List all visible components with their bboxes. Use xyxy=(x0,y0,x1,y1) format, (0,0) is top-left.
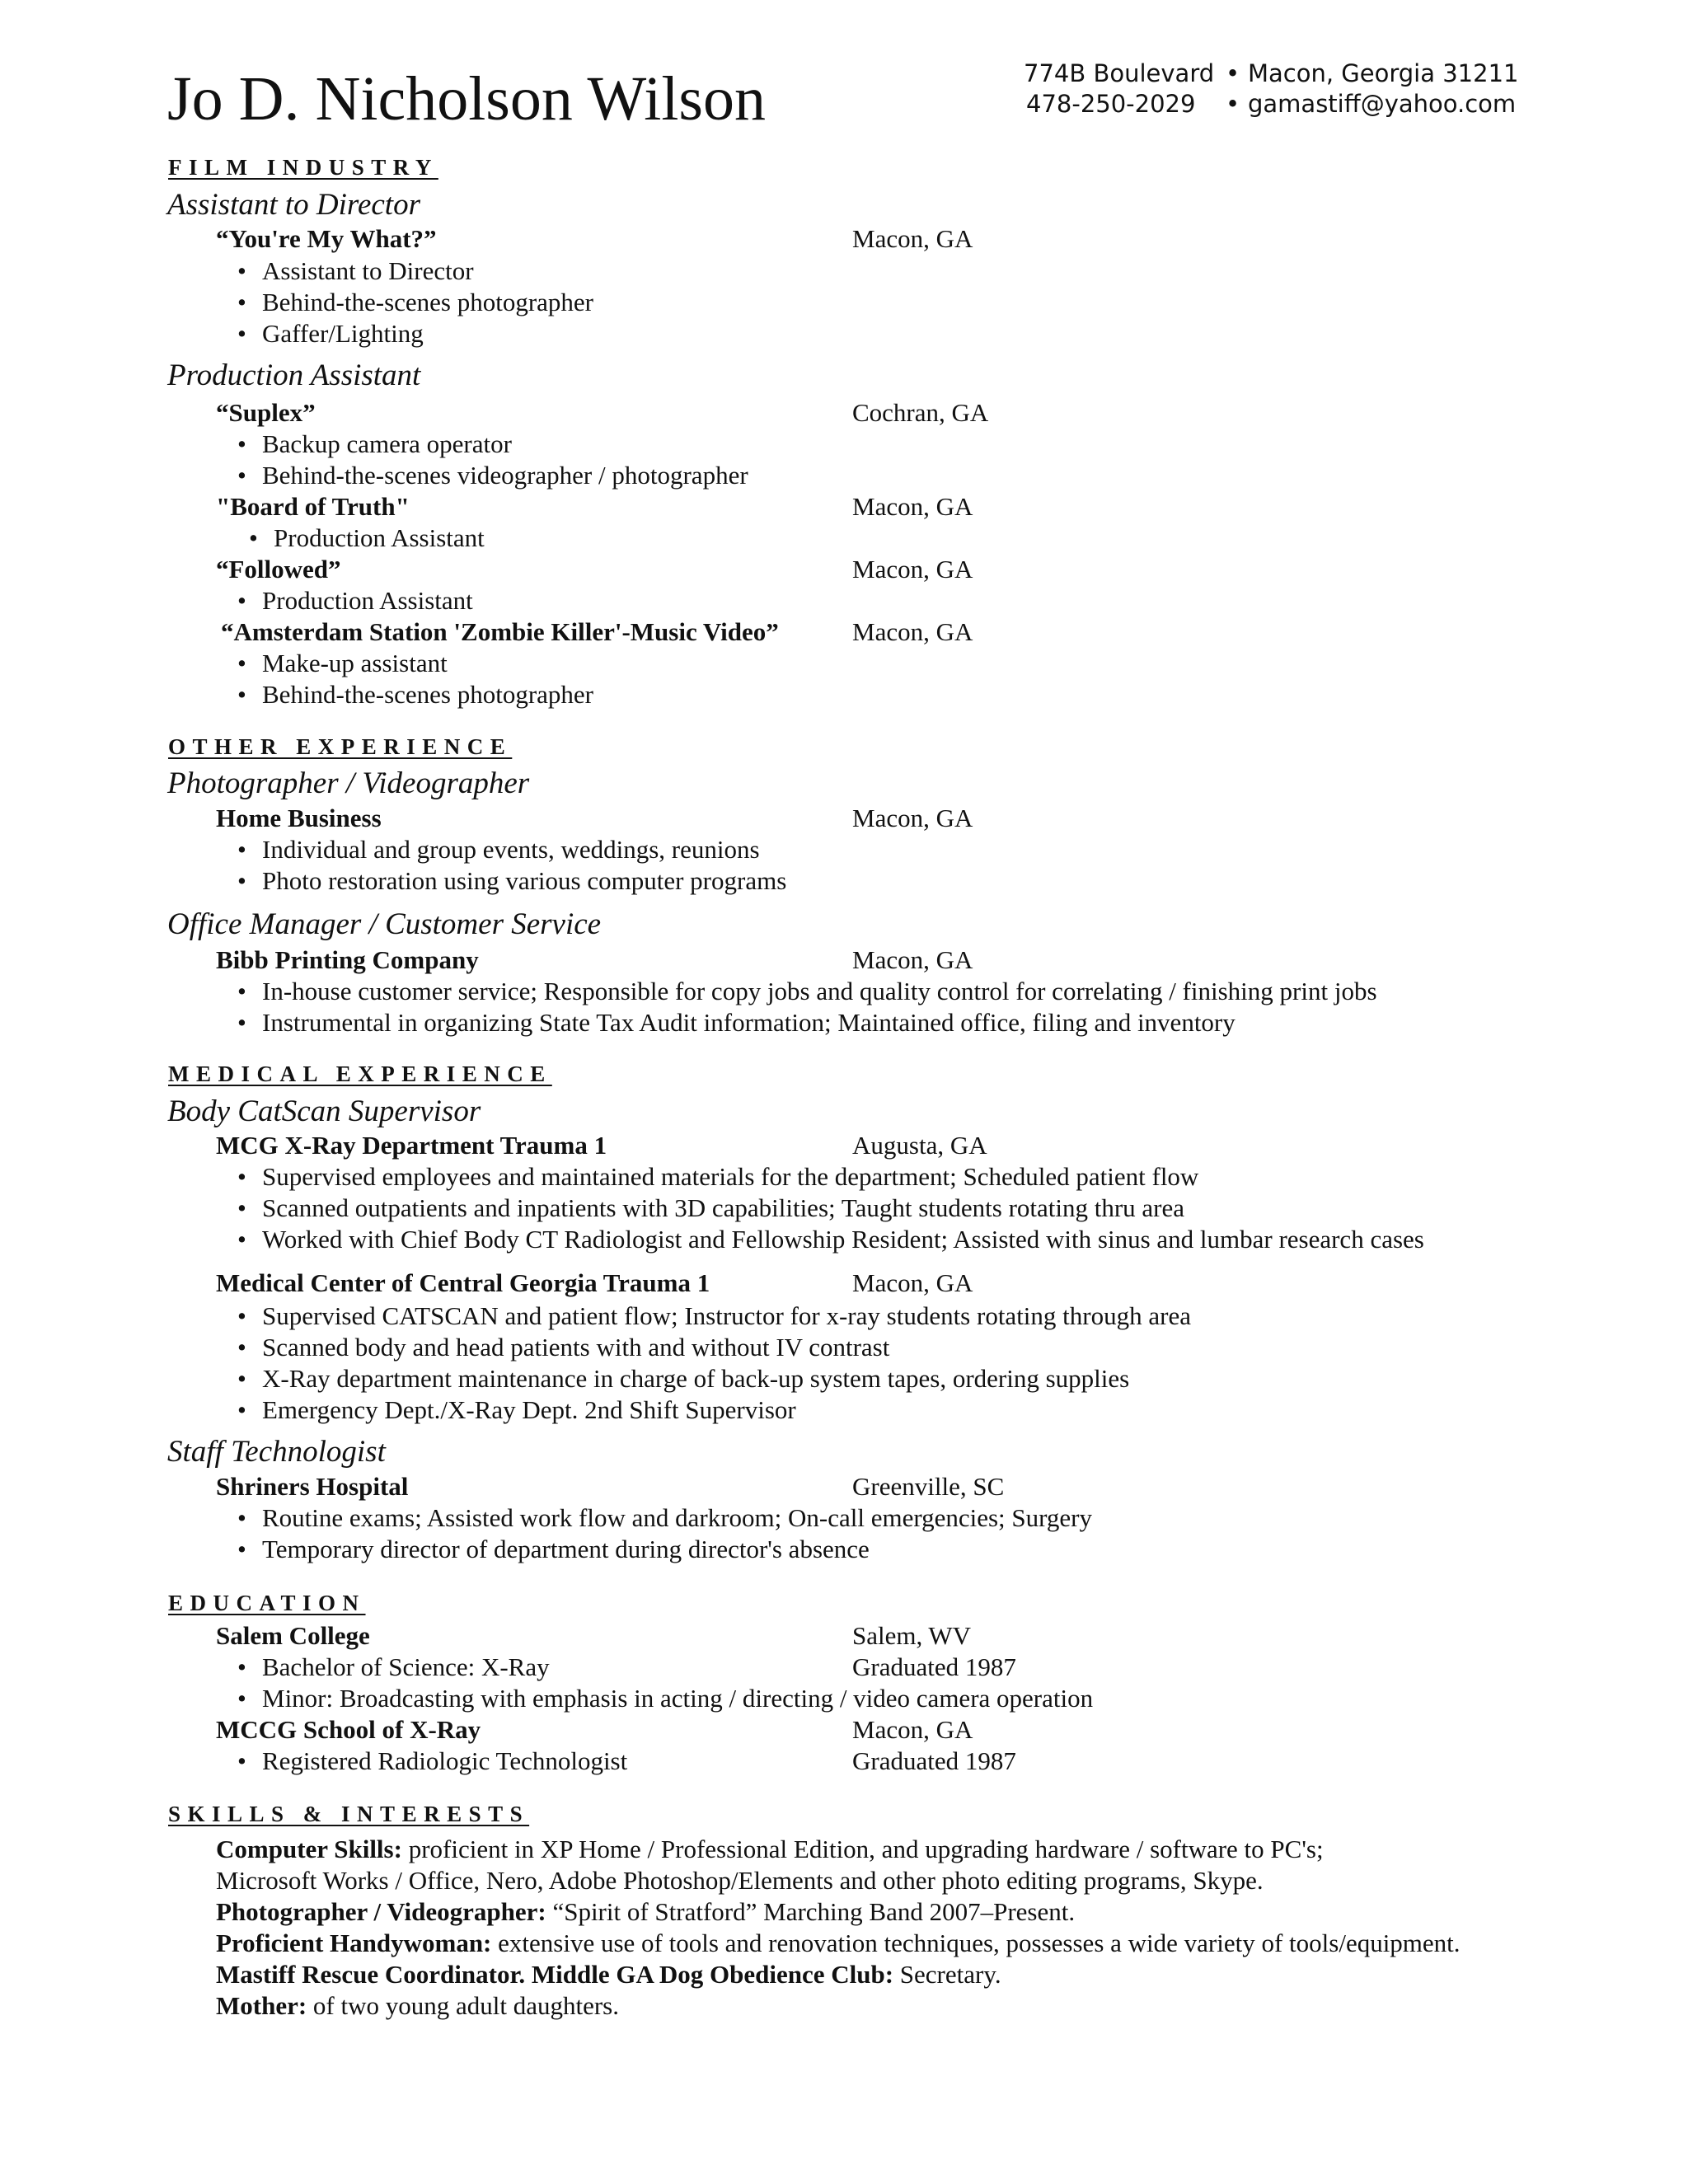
skill-computer: Computer Skills: proficient in XP Home / Professional Edition, and upgrading hardware / software to PC's; xyxy=(216,1835,1324,1863)
skill-handywoman: Proficient Handywoman: extensive use of tools and renovation techniques, possesses a wide variety of tools/equipment. xyxy=(216,1929,1461,1957)
employer-name: Medical Center of Central Georgia Trauma 1 xyxy=(216,1268,710,1297)
candidate-name: Jo D. Nicholson Wilson xyxy=(167,64,767,134)
graduation-year: Graduated 1987 xyxy=(852,1746,1016,1775)
role-title: Assistant to Director xyxy=(167,188,420,222)
school-location: Salem, WV xyxy=(852,1621,972,1650)
bullet-item: • Production Assistant xyxy=(249,523,485,552)
employer-location: Macon, GA xyxy=(852,1268,973,1297)
school-name: Salem College xyxy=(216,1621,370,1650)
bullet-item: • Behind-the-scenes photographer xyxy=(237,288,594,316)
bullet-item: • Bachelor of Science: X-Ray xyxy=(237,1652,550,1681)
bullet-item: • Individual and group events, weddings, reunions xyxy=(237,835,760,864)
separator-dot: • xyxy=(1226,59,1240,87)
section-heading-film: FILM INDUSTRY xyxy=(168,155,438,180)
bullet-item: • Emergency Dept./X-Ray Dept. 2nd Shift Supervisor xyxy=(237,1395,796,1424)
bullet-item: • Assistant to Director xyxy=(237,256,474,285)
bullet-item: • Photo restoration using various computer programs xyxy=(237,866,787,895)
school-name: MCCG School of X-Ray xyxy=(216,1715,481,1744)
employer-location: Greenville, SC xyxy=(852,1472,1005,1501)
project-location: Macon, GA xyxy=(852,555,973,583)
bullet-item: • Production Assistant xyxy=(237,586,473,615)
project-location: Cochran, GA xyxy=(852,398,989,427)
bullet-item: • Temporary director of department during director's absence xyxy=(237,1535,870,1563)
bullet-item: • Minor: Broadcasting with emphasis in acting / directing / video camera operation xyxy=(237,1684,1094,1713)
bullet-item: • Supervised CATSCAN and patient flow; Instructor for x-ray students rotating through area xyxy=(237,1301,1191,1330)
section-heading-medical: MEDICAL EXPERIENCE xyxy=(168,1062,552,1086)
section-heading-other: OTHER EXPERIENCE xyxy=(168,734,513,759)
bullet-item: • Routine exams; Assisted work flow and darkroom; On-call emergencies; Surgery xyxy=(237,1503,1093,1532)
skill-photographer: Photographer / Videographer: “Spirit of Stratford” Marching Band 2007–Present. xyxy=(216,1897,1076,1926)
bullet-item: • Make-up assistant xyxy=(237,649,448,677)
bullet-item: • Behind-the-scenes videographer / photographer xyxy=(237,461,748,490)
role-title: Staff Technologist xyxy=(167,1435,386,1469)
employer-name: Home Business xyxy=(216,804,382,832)
address-street: 774B Boulevard xyxy=(1024,59,1215,87)
skill-mastiff-rescue: Mastiff Rescue Coordinator. Middle GA Dog Obedience Club: Secretary. xyxy=(216,1960,1001,1989)
employer-name: Bibb Printing Company xyxy=(216,945,479,974)
role-title: Office Manager / Customer Service xyxy=(167,907,602,941)
bullet-item: • Instrumental in organizing State Tax Audit information; Maintained office, filing and inventory xyxy=(237,1008,1236,1037)
project-title: “Followed” xyxy=(216,555,341,583)
project-location: Macon, GA xyxy=(852,224,973,253)
bullet-item: • X-Ray department maintenance in charge of back-up system tapes, ordering supplies xyxy=(237,1364,1130,1393)
project-title: “Amsterdam Station 'Zombie Killer'-Music Video” xyxy=(221,617,779,646)
bullet-item: • Behind-the-scenes photographer xyxy=(237,680,594,709)
section-heading-skills: SKILLS & INTERESTS xyxy=(168,1802,530,1826)
role-title: Production Assistant xyxy=(167,359,421,392)
employer-location: Macon, GA xyxy=(852,804,973,832)
email-address: gamastiff@yahoo.com xyxy=(1248,90,1517,118)
project-title: "Board of Truth" xyxy=(216,492,410,521)
bullet-item: • Registered Radiologic Technologist xyxy=(237,1746,628,1775)
school-location: Macon, GA xyxy=(852,1715,973,1744)
bullet-item: • Scanned outpatients and inpatients with 3D capabilities; Taught students rotating thru area xyxy=(237,1193,1185,1222)
bullet-item: • Gaffer/Lighting xyxy=(237,319,424,348)
address-city: Macon, Georgia 31211 xyxy=(1248,59,1519,87)
bullet-item: • Scanned body and head patients with and without IV contrast xyxy=(237,1333,890,1361)
project-title: “Suplex” xyxy=(216,398,316,427)
skill-mother: Mother: of two young adult daughters. xyxy=(216,1991,619,2020)
phone-number: 478-250-2029 xyxy=(1026,90,1196,118)
bullet-item: • Backup camera operator xyxy=(237,429,512,458)
project-location: Macon, GA xyxy=(852,492,973,521)
employer-location: Macon, GA xyxy=(852,945,973,974)
employer-location: Augusta, GA xyxy=(852,1131,987,1160)
employer-name: MCG X-Ray Department Trauma 1 xyxy=(216,1131,607,1160)
project-title: “You're My What?” xyxy=(216,224,437,253)
role-title: Photographer / Videographer xyxy=(167,766,530,800)
graduation-year: Graduated 1987 xyxy=(852,1652,1016,1681)
project-location: Macon, GA xyxy=(852,617,973,646)
bullet-item: • In-house customer service; Responsible for copy jobs and quality control for correlating / finishing print jobs xyxy=(237,977,1377,1005)
section-heading-education: EDUCATION xyxy=(168,1591,366,1615)
bullet-item: • Worked with Chief Body CT Radiologist and Fellowship Resident; Assisted with sinus and lumbar research cases xyxy=(237,1225,1424,1254)
role-title: Body CatScan Supervisor xyxy=(167,1094,481,1128)
bullet-item: • Supervised employees and maintained materials for the department; Scheduled patient flow xyxy=(237,1162,1199,1191)
separator-dot: • xyxy=(1226,90,1240,118)
employer-name: Shriners Hospital xyxy=(216,1472,409,1501)
skill-computer-cont: Microsoft Works / Office, Nero, Adobe Photoshop/Elements and other photo editing programs, Skype. xyxy=(216,1866,1264,1895)
